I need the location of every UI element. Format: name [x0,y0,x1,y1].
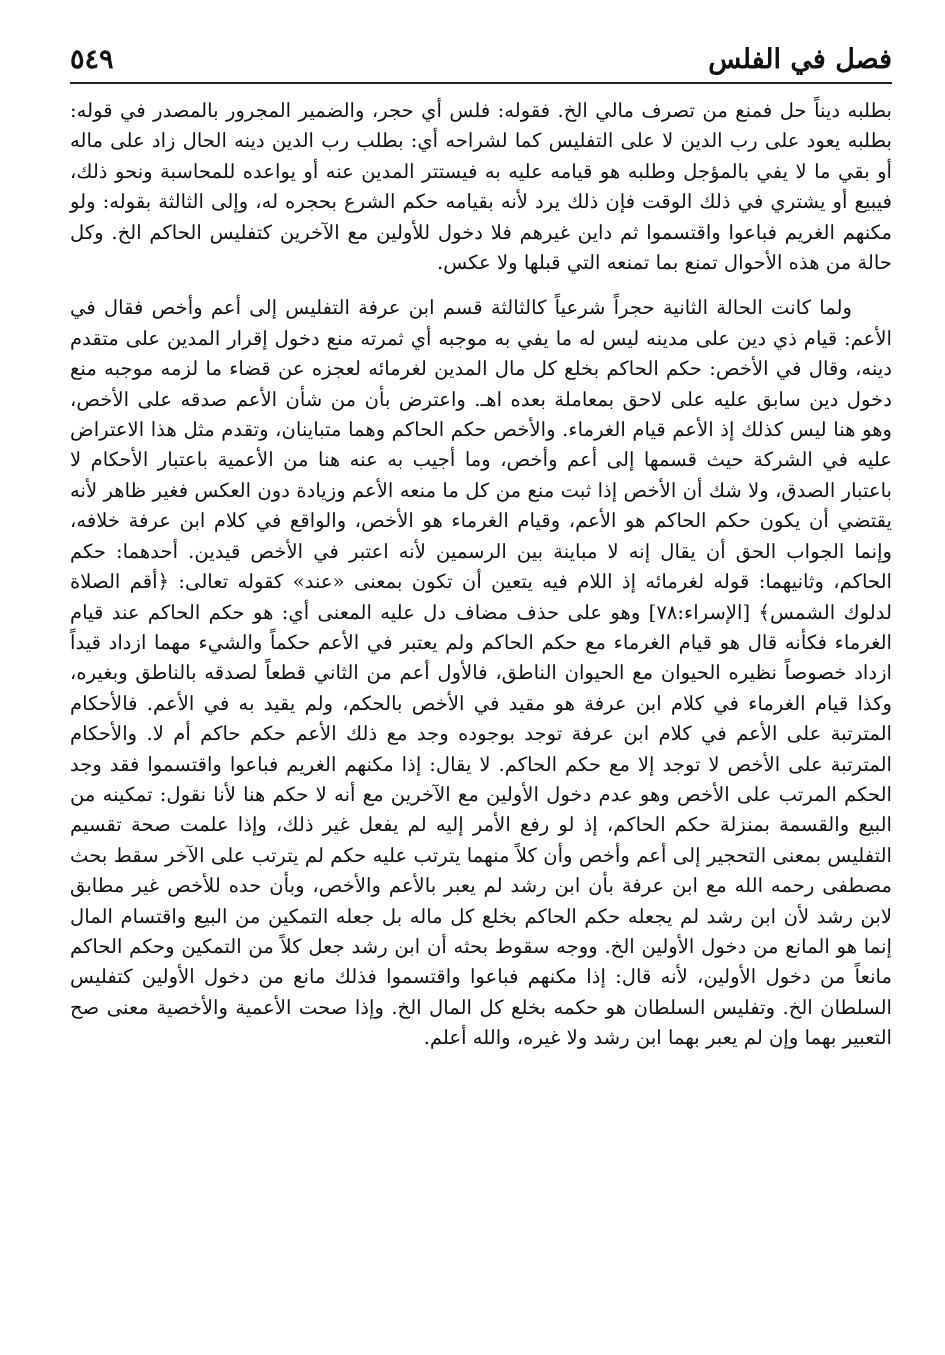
paragraph-1: بطلبه ديناً حل فمنع من تصرف مالي الخ. فقوله: فلس أي حجر، والضمير المجرور بالمصدر في قوله: بطلبه يعود على رب الدين لا على التفليس كما لشراحه أي: بطلب رب الدين دينه الحال زاد على ماله أو بقي ما لا يفي بالمؤجل وطلبه هو قيامه عليه به فيستتر المدين عنه أو يواعده للمحاسبة ونحو ذلك، فيبيع أو يشتري في ذلك الوقت فإن ذلك يرد لأنه بقيامه حكم الشرع بحجره له، وإلى الثالثة بقوله: ولو مكنهم الغريم فباعوا واقتسموا ثم داين غيرهم فلا دخول للأولين مع الآخرين كتفليس الحاكم الخ. وكل حالة من هذه الأحوال تمنع بما تمنعه التي قبلها ولا عكس. [70,99,892,275]
book-page [70,38,892,1328]
page-header [70,38,892,80]
page-number: ٥٤٩ [70,44,114,75]
header-rule [70,82,892,84]
body-text [70,96,892,1054]
running-title: فصل في الفلس [708,44,892,75]
paragraph-2: ولما كانت الحالة الثانية حجراً شرعياً كالثالثة قسم ابن عرفة التفليس إلى أعم وأخص فقال في الأعم: قيام ذي دين على مدينه ليس له ما يفي به موجبه أي ثمرته منع دخول إقرار المدين على متقدم دينه، وقال في الأخص: حكم الحاكم بخلع كل مال المدين لغرمائه لعجزه عن قضاء ما لزمه موجبه منع دخول دين سابق عليه على لاحق بمعاملة بعده اهـ. واعترض بأن من شأن الأعم صدقه على الأخص، وهو هنا ليس كذلك إذ الأعم قيام الغرماء. والأخص حكم الحاكم وهما متباينان، وتقدم مثل هذا الاعتراض عليه في الشركة حيث قسمها إلى أعم وأخص، وما أجيب به عنه هنا من الأعمية باعتبار الأحكام لا باعتبار الصدق، ولا شك أن الأخص إذا ثبت منع من كل ما منعه الأعم وزيادة دون العكس فغير ظاهر لأنه يقتضي أن يكون حكم الحاكم هو الأعم، وقيام الغرماء هو الأخص، والواقع في كلام ابن عرفة خلافه، وإنما الجواب الحق أن يقال إنه لا مباينة بين الرسمين لأنه اعتبر في الأخص قيدين. أحدهما: حكم الحاكم، وثانيهما: قوله لغرمائه إذ اللام فيه يتعين أن تكون بمعنى «عند» كقوله تعالى: ﴿أقم الصلاة لدلوك الشمس﴾ [الإسراء:٧٨] وهو على حذف مضاف دل عليه المعنى أي: هو حكم الحاكم عند قيام الغرماء فكأنه قال هو قيام الغرماء مع حكم الحاكم ولم يعتبر في الأعم حكماً والشيء مهما ازداد قيداً ازداد خصوصاً نظيره الحيوان مع الحيوان الناطق، فالأول أعم من الثاني قطعاً لصدقه بالناطق وبغيره، وكذا قيام الغرماء في كلام ابن عرفة هو مقيد في الأخص بالحكم، ولم يقيد به في الأعم. فالأحكام المترتبة على الأعم في كلام ابن عرفة توجد بوجوده وجد مع ذلك الأعم حكم حاكم أم لا. والأحكام المترتبة على الأخص لا توجد إلا مع حكم الحاكم. لا يقال: إذا مكنهم الغريم فباعوا واقتسموا فقد وجد الحكم المرتب على الأخص وهو عدم دخول الأولين مع الآخرين مع أنه لا حكم هنا لأنا نقول: تمكينه من البيع والقسمة بمنزلة حكم الحاكم، إذ لو رفع الأمر إليه لم يفعل غير ذلك، وإذا علمت صحة تقسيم التفليس بمعنى التحجير إلى أعم وأخص وأن كلاً منهما يترتب عليه حكم لم يترتب على الآخر سقط بحث مصطفى رحمه الله مع ابن عرفة بأن ابن رشد لم يعبر بالأعم والأخص، وبأن حده للأخص غير مطابق لابن رشد لأن ابن رشد لم يجعله حكم الحاكم بخلع كل ماله بل جعله التمكين من البيع واقتسام المال إنما هو المانع من دخول الأولين الخ. ووجه سقوط بحثه أن ابن رشد جعل كلاً من التمكين وحكم الحاكم مانعاً من دخول الأولين، لأنه قال: إذا مكنهم فباعوا واقتسموا فذلك مانع من دخول الأولين كتفليس السلطان الخ. وتفليس السلطان هو حكمه بخلع كل المال الخ. وإذا صحت الأعمية والأخصية معنى صح التعبير بهما وإن لم يعبر بهما ابن رشد ولا غيره، والله أعلم. [70,296,892,1050]
